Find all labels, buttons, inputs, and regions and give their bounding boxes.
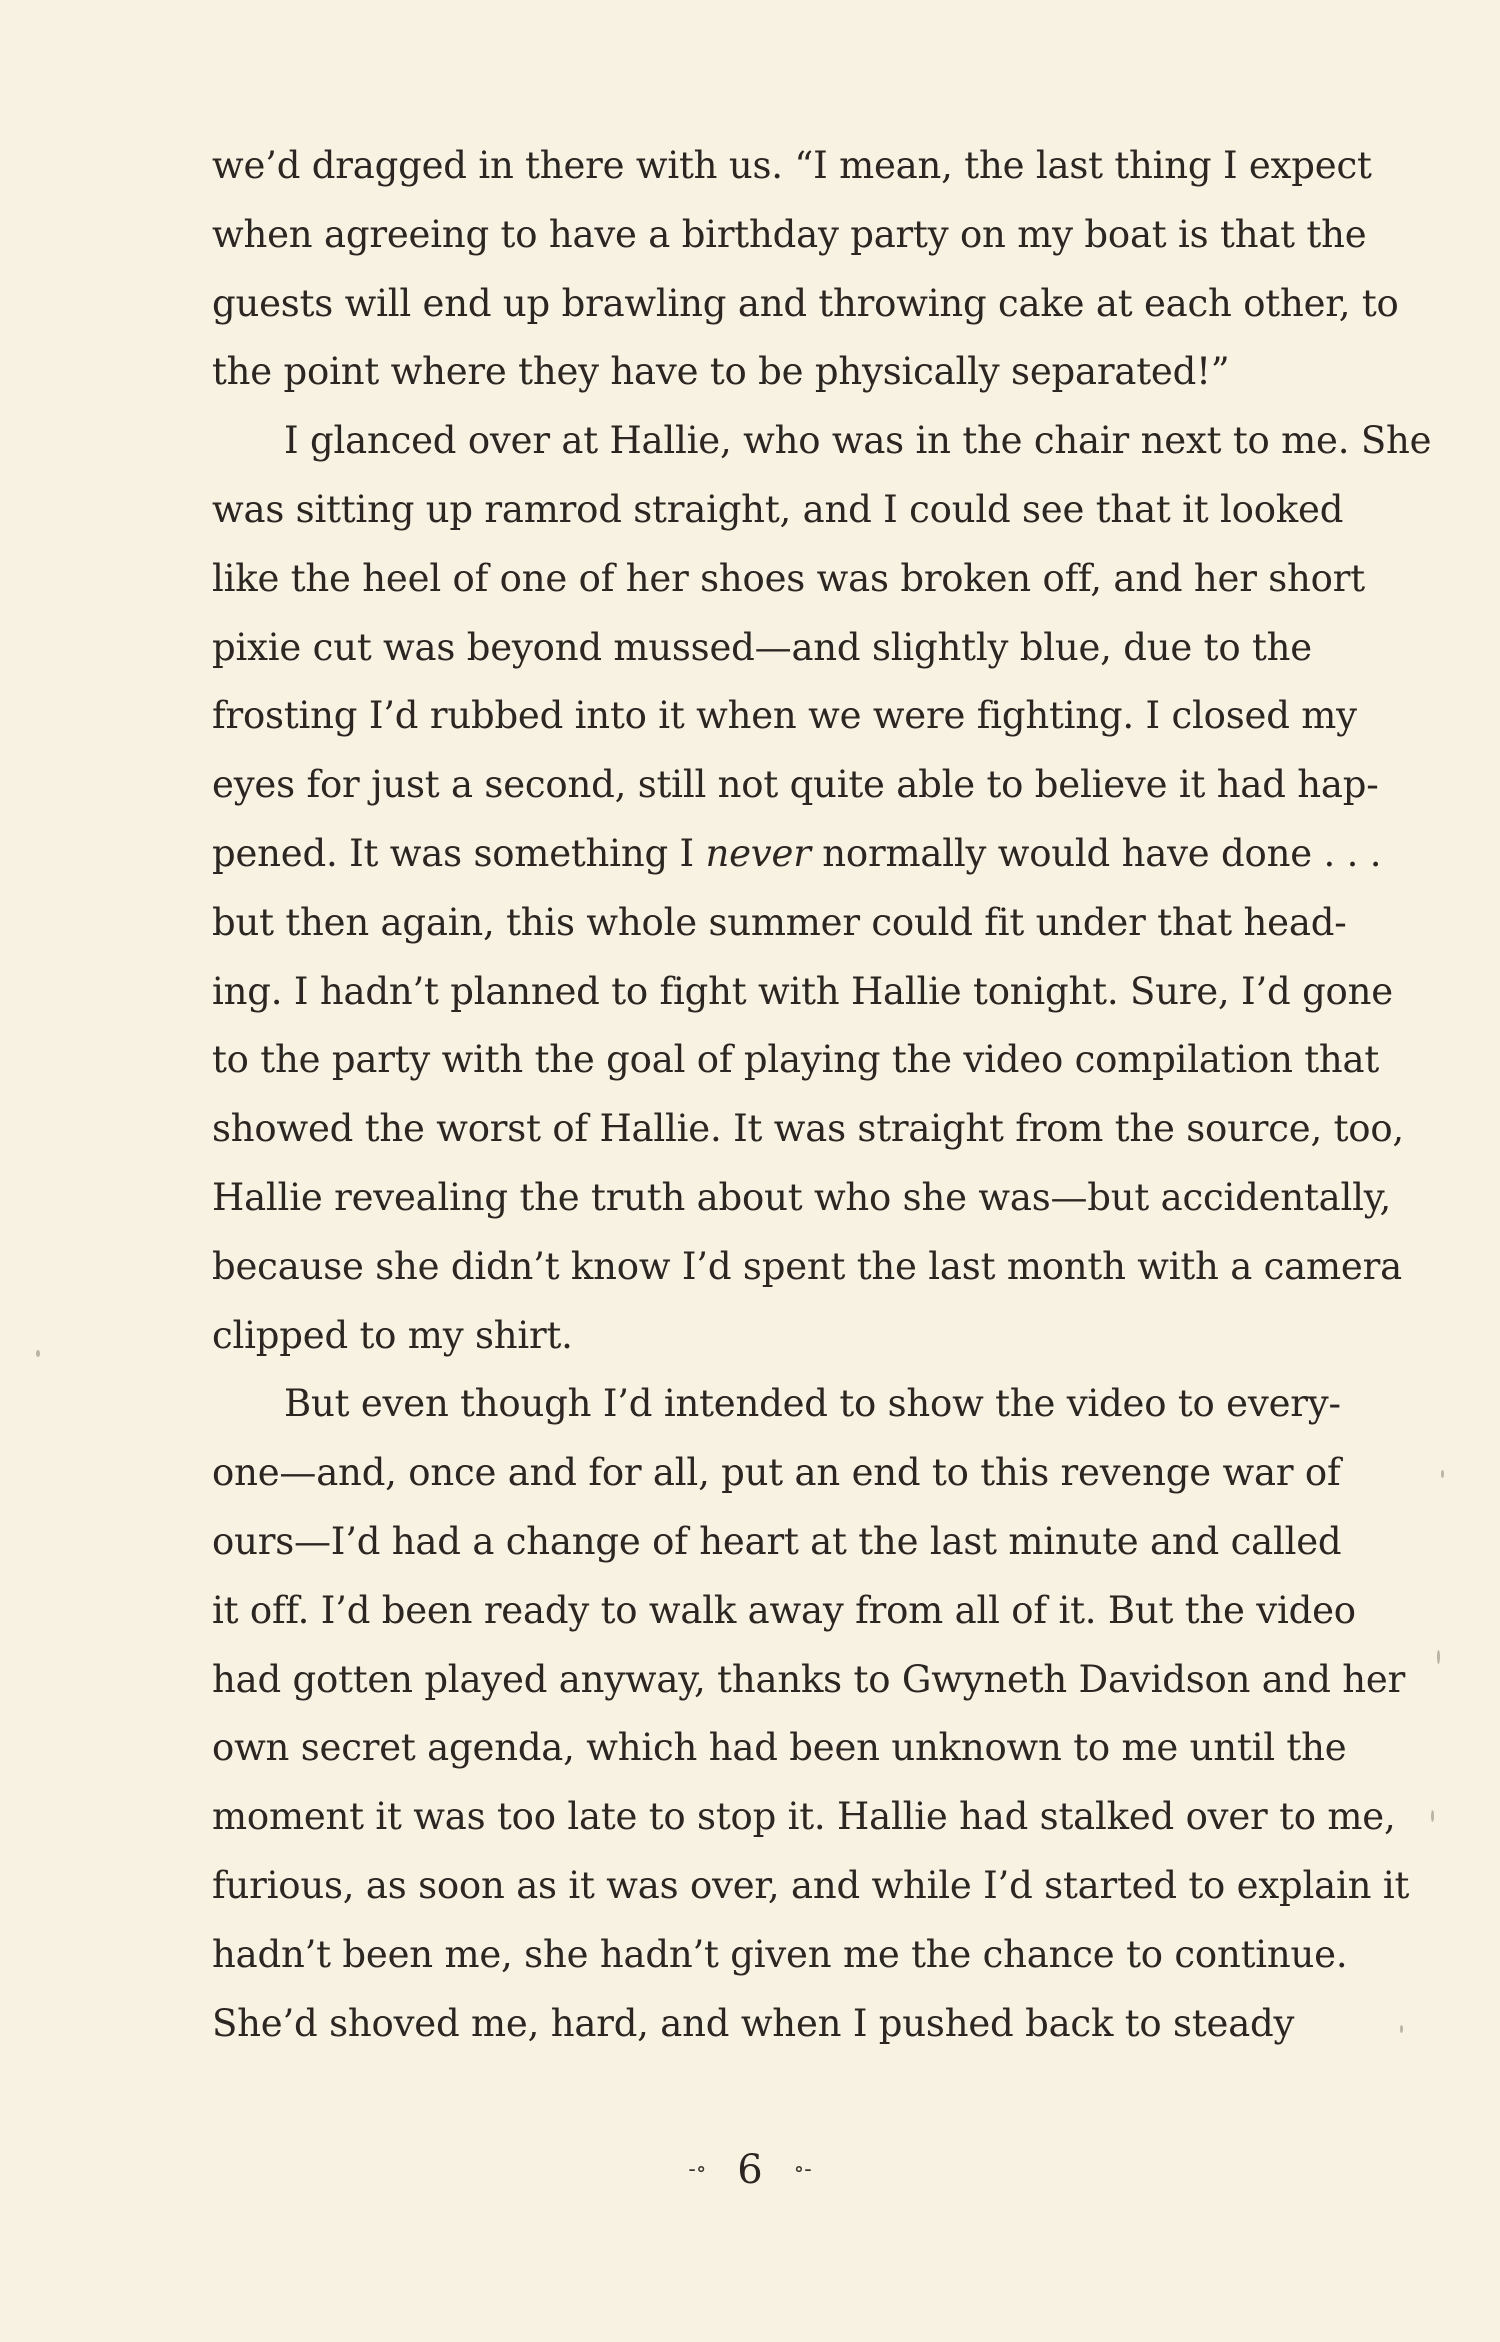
text-line-with-italic xyxy=(212,820,1382,889)
scan-speck xyxy=(36,1350,40,1357)
scan-speck xyxy=(1441,1470,1444,1478)
text-line: guests will end up brawling and throwing cake at each other, to xyxy=(212,281,1399,325)
text-line: it off. I’d been ready to walk away from all of it. But the video xyxy=(212,1588,1356,1632)
italic-word: never xyxy=(705,831,811,875)
text-line: like the heel of one of her shoes was broken off, and her short xyxy=(212,556,1365,600)
text-line: moment it was too late to stop it. Hallie had stalked over to me, xyxy=(212,1795,1396,1839)
text-line: pixie cut was beyond mussed—and slightly blue, due to the xyxy=(212,625,1312,669)
text-line: I glanced over at Hallie, who was in the chair next to me. She xyxy=(284,419,1432,463)
ornament-left-icon: -∘ xyxy=(688,2157,707,2182)
text-line: was sitting up ramrod straight, and I could see that it looked xyxy=(212,487,1344,531)
text-line: had gotten played anyway, thanks to Gwyneth Davidson and her xyxy=(212,1657,1406,1701)
text-line: because she didn’t know I’d spent the last month with a camera xyxy=(212,1244,1402,1288)
text-line: Hallie revealing the truth about who she was—but accidentally, xyxy=(212,1175,1392,1219)
text-line: the point where they have to be physically separated!” xyxy=(212,350,1230,394)
body-text xyxy=(212,132,1432,2058)
text-segment: pened. It was something I xyxy=(212,831,706,875)
text-segment: normally would have done . . . xyxy=(810,831,1382,875)
text-line: hadn’t been me, she hadn’t given me the chance to continue. xyxy=(212,1932,1348,1976)
page-number: 6 xyxy=(737,2147,763,2193)
ornament-right-icon: ∘- xyxy=(793,2157,812,2182)
text-line: own secret agenda, which had been unknown to me until the xyxy=(212,1726,1347,1770)
text-line: one—and, once and for all, put an end to this revenge war of xyxy=(212,1451,1341,1495)
text-line: She’d shoved me, hard, and when I pushed back to steady xyxy=(212,2001,1295,2045)
text-line: we’d dragged in there with us. “I mean, the last thing I expect xyxy=(212,144,1372,187)
text-line: frosting I’d rubbed into it when we were fighting. I closed my xyxy=(212,694,1357,738)
scan-speck xyxy=(1431,1810,1434,1822)
text-line: furious, as soon as it was over, and while I’d started to explain it xyxy=(212,1863,1410,1907)
text-line: when agreeing to have a birthday party on my boat is that the xyxy=(212,212,1367,256)
text-line: but then again, this whole summer could fit under that head- xyxy=(212,900,1347,944)
text-line: eyes for just a second, still not quite able to believe it had hap- xyxy=(212,763,1379,807)
page-footer xyxy=(0,2137,1500,2197)
text-line: to the party with the goal of playing the video compilation that xyxy=(212,1038,1380,1082)
scan-speck xyxy=(1437,1650,1440,1664)
text-line: But even though I’d intended to show the video to every- xyxy=(284,1382,1341,1426)
scan-speck xyxy=(1400,2025,1403,2033)
text-line: ing. I hadn’t planned to fight with Hallie tonight. Sure, I’d gone xyxy=(212,969,1393,1013)
text-line: showed the worst of Hallie. It was straight from the source, too, xyxy=(212,1107,1404,1151)
text-line: ours—I’d had a change of heart at the last minute and called xyxy=(212,1519,1342,1563)
text-line: clipped to my shirt. xyxy=(212,1313,573,1357)
